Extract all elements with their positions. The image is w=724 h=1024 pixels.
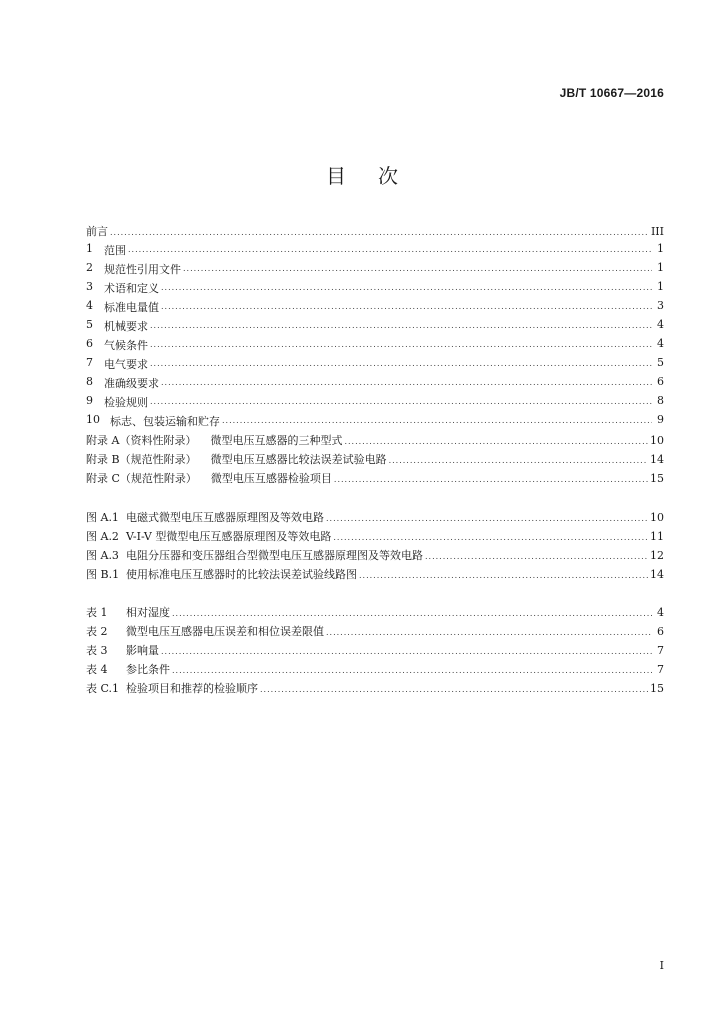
toc-entry-label: 电气要求 — [104, 358, 148, 371]
dot-leader — [183, 264, 652, 273]
toc-entry-number: 表 4 — [86, 663, 108, 676]
toc-entry-label: 准确级要求 — [104, 377, 159, 390]
toc-entry-label: 规范性引用文件 — [104, 263, 181, 276]
toc-entry-label: 电磁式微型电压互感器原理图及等效电路 — [126, 511, 324, 524]
toc-entry-page: 3 — [657, 299, 664, 312]
toc-entry-label: 检验项目和推荐的检验顺序 — [126, 682, 258, 695]
toc-entry[interactable] — [86, 375, 664, 394]
dot-leader — [150, 397, 652, 406]
toc-tables-section — [86, 604, 664, 699]
toc-entry-number: 2 — [86, 261, 93, 274]
toc-entry[interactable] — [86, 470, 664, 489]
toc-entry-page: 7 — [657, 663, 664, 676]
toc-table-entry[interactable] — [86, 623, 664, 642]
toc-figure-entry[interactable] — [86, 528, 664, 547]
dot-leader — [260, 685, 648, 694]
toc-entry-page: 1 — [657, 280, 664, 293]
dot-leader — [172, 609, 652, 618]
dot-leader — [161, 647, 652, 656]
toc-figure-entry[interactable] — [86, 509, 664, 528]
toc-entry-label: 检验规则 — [104, 396, 148, 409]
toc-figures-section — [86, 509, 664, 585]
toc-entry-heading — [86, 680, 258, 696]
toc-entry-page: 4 — [657, 318, 664, 331]
dot-leader — [150, 340, 652, 349]
dot-leader — [326, 514, 648, 523]
dot-leader — [172, 666, 652, 675]
dot-leader — [359, 571, 648, 580]
toc-entry-label: 机械要求 — [104, 320, 148, 333]
toc-entry-heading — [86, 604, 170, 620]
toc-entry-number: 9 — [86, 394, 93, 407]
toc-entry[interactable] — [86, 280, 664, 299]
dot-leader — [110, 228, 649, 237]
toc-entry-number: 4 — [86, 299, 93, 312]
toc-entry-label: 标准电量值 — [104, 301, 159, 314]
toc-entry-heading — [86, 661, 170, 677]
toc-entry-page: 1 — [657, 242, 664, 255]
toc-entry-number: 10 — [86, 413, 100, 426]
toc-entry-label: 前言 — [86, 225, 108, 238]
toc-entry[interactable] — [86, 413, 664, 432]
dot-leader — [128, 245, 652, 254]
toc-entry-heading — [86, 261, 181, 277]
toc-entry-label: 参比条件 — [126, 663, 170, 676]
toc-entry[interactable] — [86, 223, 664, 242]
toc-entry-label: 范围 — [104, 244, 126, 257]
dot-leader — [150, 321, 652, 330]
toc-entry-number: 附录 A（资料性附录） — [86, 434, 197, 447]
toc-entry-page: 5 — [657, 356, 664, 369]
toc-entry-heading — [86, 280, 159, 296]
toc-entry-page: 4 — [657, 606, 664, 619]
toc-entry-page: 6 — [657, 375, 664, 388]
toc-entry-page: 9 — [657, 413, 664, 426]
toc-entry-heading — [86, 547, 423, 563]
dot-leader — [334, 475, 648, 484]
dot-leader — [389, 456, 648, 465]
toc-entry-page: 14 — [650, 453, 664, 466]
toc-entry-page: 6 — [657, 625, 664, 638]
toc-entry-number: 5 — [86, 318, 93, 331]
toc-entry[interactable] — [86, 242, 664, 261]
toc-entry-page: 15 — [650, 682, 664, 695]
title-char-1: 目 — [326, 164, 346, 188]
toc-entry-heading — [86, 509, 324, 525]
standard-code: JB/T 10667—2016 — [559, 86, 664, 100]
toc-entry-heading — [86, 528, 331, 544]
toc-entry-heading — [86, 413, 220, 429]
toc-table-entry[interactable] — [86, 604, 664, 623]
toc-entry-number: 3 — [86, 280, 93, 293]
toc-entry-heading — [86, 242, 126, 258]
toc-entry-number: 表 1 — [86, 606, 108, 619]
dot-leader — [333, 533, 648, 542]
toc-entry-page: 8 — [657, 394, 664, 407]
toc-entry-label: 影响量 — [126, 644, 159, 657]
toc-entry-label: 相对湿度 — [126, 606, 170, 619]
toc-entry-heading — [86, 566, 357, 582]
toc-entry-number: 7 — [86, 356, 93, 369]
page-number: I — [659, 959, 664, 972]
toc-entry-number: 附录 C（规范性附录） — [86, 472, 197, 485]
dot-leader — [425, 552, 648, 561]
toc-entry[interactable] — [86, 432, 664, 451]
toc-entry-heading — [86, 642, 159, 658]
toc-entry-page: 14 — [650, 568, 664, 581]
toc-entry-heading — [86, 318, 148, 334]
toc-entry-heading — [86, 299, 159, 315]
toc-entry-number: 附录 B（规范性附录） — [86, 453, 197, 466]
toc-entry-number: 图 B.1 — [86, 568, 120, 581]
toc-entry-page: 1 — [657, 261, 664, 274]
toc-entry[interactable] — [86, 356, 664, 375]
toc-entry-page: III — [650, 225, 664, 238]
toc-entry-label: 使用标准电压互感器时的比较法误差试验线路图 — [126, 568, 357, 581]
toc-main-section — [86, 223, 664, 489]
dot-leader — [326, 628, 652, 637]
toc-entry-label: 微型电压互感器比较法误差试验电路 — [210, 453, 387, 466]
toc-entry-number: 1 — [86, 242, 93, 255]
toc-entry-page: 15 — [650, 472, 664, 485]
toc-entry-number: 表 3 — [86, 644, 108, 657]
toc-entry-label: 微型电压互感器检验项目 — [210, 472, 332, 485]
toc-entry-number: 图 A.1 — [86, 511, 119, 524]
toc-entry[interactable] — [86, 394, 664, 413]
toc-table-entry[interactable] — [86, 642, 664, 661]
dot-leader — [161, 378, 652, 387]
dot-leader — [161, 302, 652, 311]
toc-entry-heading — [86, 451, 387, 467]
dot-leader — [344, 437, 648, 446]
toc-entry-page: 10 — [650, 511, 664, 524]
toc-entry-label: 电阻分压器和变压器组合型微型电压互感器原理图及等效电路 — [126, 549, 423, 562]
toc-entry-heading — [86, 394, 148, 410]
toc-entry-page: 11 — [650, 530, 664, 543]
toc-entry-page: 7 — [657, 644, 664, 657]
toc-entry-label: 气候条件 — [104, 339, 148, 352]
toc-entry[interactable] — [86, 261, 664, 280]
dot-leader — [222, 416, 652, 425]
page-title — [0, 160, 724, 189]
toc-entry-heading — [86, 337, 148, 353]
toc-entry-heading — [86, 375, 159, 391]
toc-entry-page: 10 — [650, 434, 664, 447]
toc-entry-number: 图 A.3 — [86, 549, 119, 562]
toc-figure-entry[interactable] — [86, 566, 664, 585]
toc-entry[interactable] — [86, 337, 664, 356]
toc-figure-entry[interactable] — [86, 547, 664, 566]
toc-entry-label: 术语和定义 — [104, 282, 159, 295]
dot-leader — [161, 283, 652, 292]
toc-entry[interactable] — [86, 318, 664, 337]
toc-entry-label: 微型电压互感器电压误差和相位误差限值 — [126, 625, 324, 638]
toc-entry-heading — [86, 432, 342, 448]
toc-entry[interactable] — [86, 451, 664, 470]
toc-entry-number: 表 2 — [86, 625, 108, 638]
toc-entry-heading — [86, 470, 332, 486]
toc-entry-page: 12 — [650, 549, 664, 562]
toc-entry-label: V-I-V 型微型电压互感器原理图及等效电路 — [126, 530, 332, 543]
toc-entry[interactable] — [86, 299, 664, 318]
toc-table-entry[interactable] — [86, 680, 664, 699]
toc-entry-number: 6 — [86, 337, 93, 350]
toc-entry-number: 图 A.2 — [86, 530, 119, 543]
toc-entry-number: 表 C.1 — [86, 682, 120, 695]
toc-entry-heading — [86, 223, 108, 239]
toc-entry-label: 标志、包装运输和贮存 — [110, 415, 220, 428]
dot-leader — [150, 359, 652, 368]
toc-entry-page: 4 — [657, 337, 664, 350]
toc-entry-number: 8 — [86, 375, 93, 388]
title-char-2: 次 — [378, 164, 398, 188]
toc-entry-label: 微型电压互感器的三种型式 — [210, 434, 343, 447]
toc-entry-heading — [86, 623, 324, 639]
toc-entry-heading — [86, 356, 148, 372]
toc-table-entry[interactable] — [86, 661, 664, 680]
